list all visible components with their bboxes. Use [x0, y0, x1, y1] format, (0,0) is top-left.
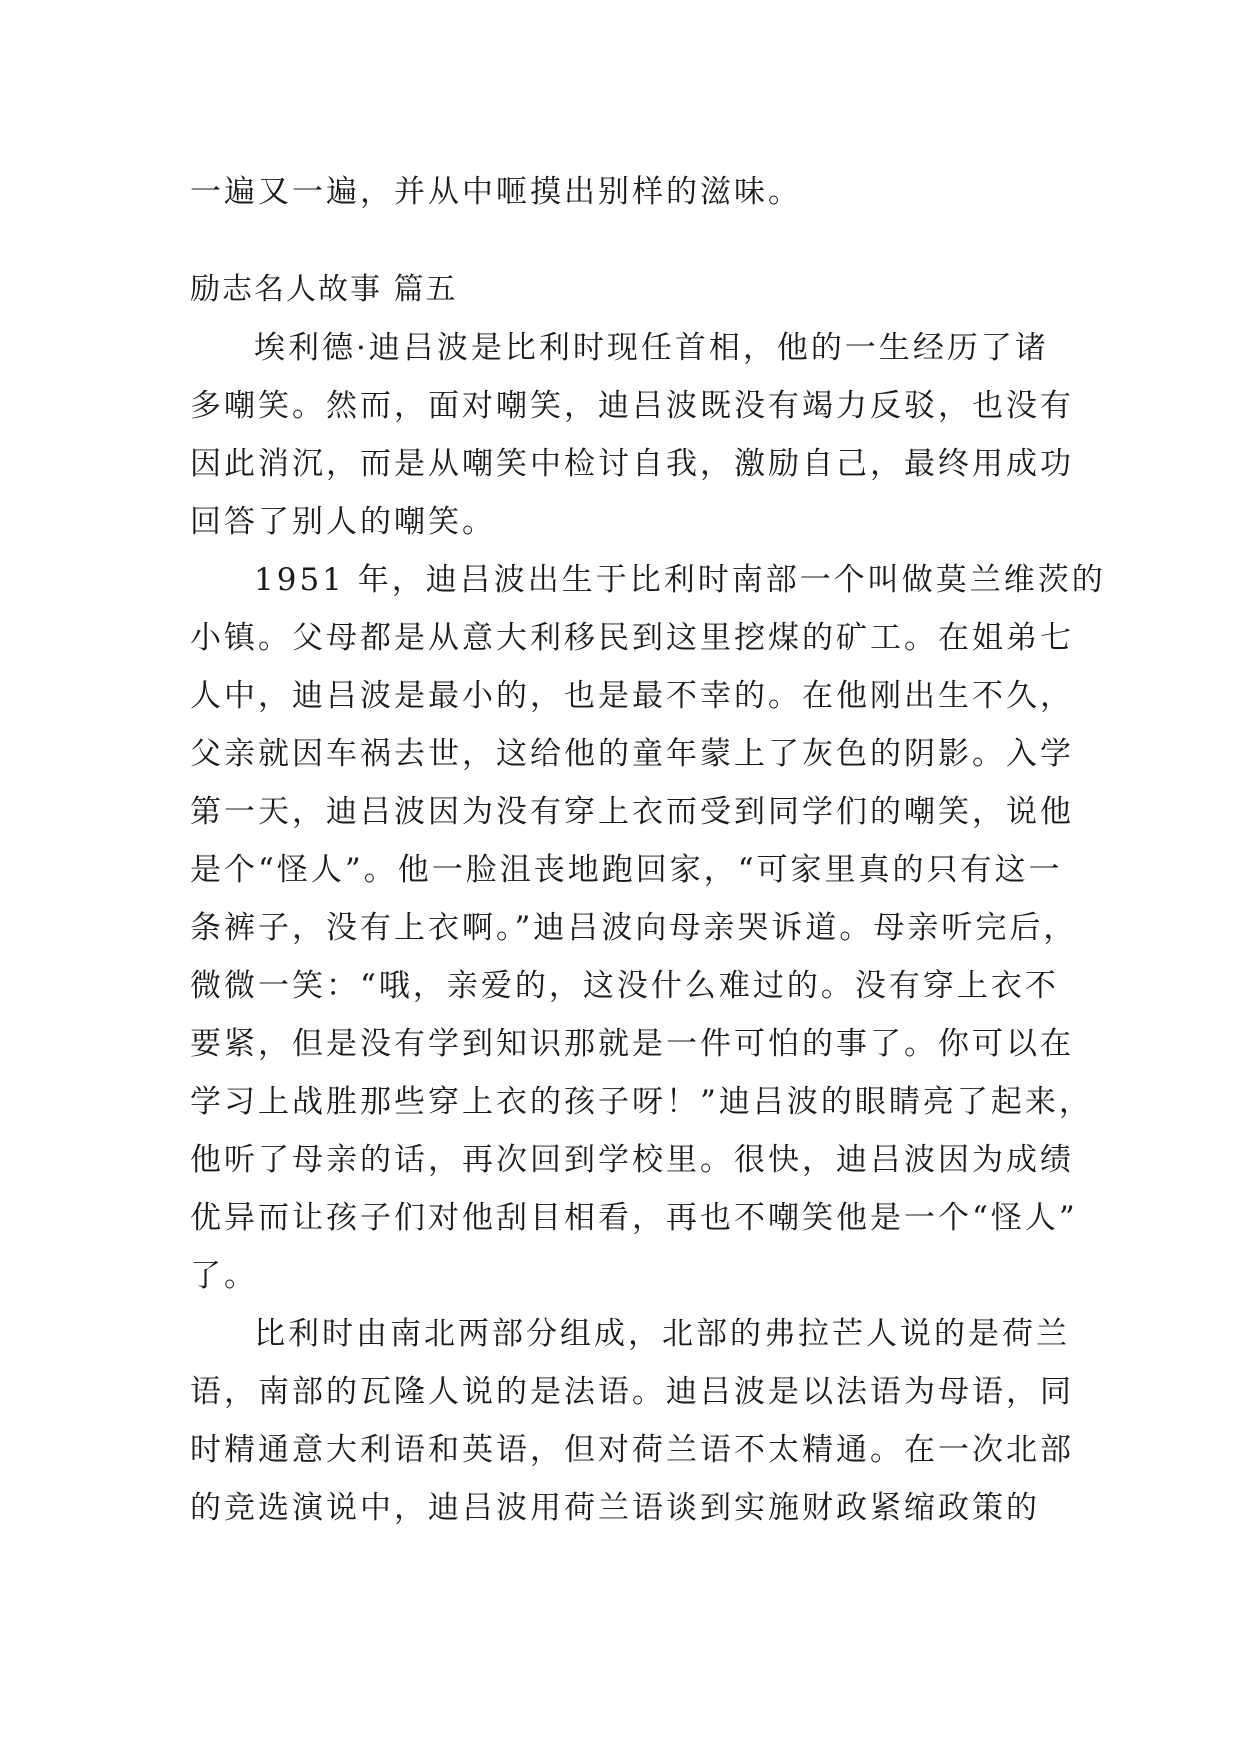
paragraph-line: 语，南部的瓦隆人说的是法语。迪吕波是以法语为母语，同 — [190, 1374, 1074, 1410]
paragraph-line: 他听了母亲的话，再次回到学校里。很快，迪吕波因为成绩 — [190, 1142, 1074, 1178]
spacer — [190, 221, 1060, 261]
paragraph-line: 因此消沉，而是从嘲笑中检讨自我，激励自己，最终用成功 — [190, 446, 1074, 482]
paragraph-line: 第一天，迪吕波因为没有穿上衣而受到同学们的嘲笑，说他 — [190, 794, 1074, 830]
paragraph-line: 埃利德·迪吕波是比利时现任首相，他的一生经历了诸 — [254, 330, 1049, 366]
paragraph-line: 的竞选演说中，迪吕波用荷兰语谈到实施财政紧缩政策的 — [190, 1490, 1040, 1526]
body-text-line: 一遍又一遍，并从中咂摸出别样的滋味。 — [190, 174, 802, 210]
paragraph-line: 学习上战胜那些穿上衣的孩子呀！”迪吕波的眼睛亮了起来， — [190, 1084, 1093, 1120]
paragraph-line: 要紧，但是没有学到知识那就是一件可怕的事了。你可以在 — [190, 1026, 1074, 1062]
document-body — [190, 163, 1106, 1537]
paragraph-1 — [190, 319, 1074, 551]
section-heading: 励志名人故事 篇五 — [190, 272, 458, 307]
paragraph-line: 回答了别人的嘲笑。 — [190, 504, 496, 540]
paragraph-line: 多嘲笑。然而，面对嘲笑，迪吕波既没有竭力反驳，也没有 — [190, 388, 1074, 424]
paragraph-line: 人中，迪吕波是最小的，也是最不幸的。在他刚出生不久， — [190, 678, 1074, 714]
paragraph-line: 微微一笑：“哦，亲爱的，这没什么难过的。没有穿上衣不 — [190, 968, 1059, 1004]
paragraph-line: 父亲就因车祸去世，这给他的童年蒙上了灰色的阴影。入学 — [190, 736, 1074, 772]
paragraph-line: 是个“怪人”。他一脸沮丧地跑回家，“可家里真的只有这一 — [190, 852, 1063, 888]
paragraph-3 — [190, 1305, 1074, 1537]
paragraph-line: 比利时由南北两部分组成，北部的弗拉芒人说的是荷兰 — [254, 1316, 1070, 1352]
paragraph-line: 条裤子，没有上衣啊。”迪吕波向母亲哭诉道。母亲听完后， — [190, 910, 1078, 946]
paragraph-2 — [190, 551, 1106, 1305]
paragraph-line: 1951 年，迪吕波出生于比利时南部一个叫做莫兰维茨的 — [254, 562, 1106, 598]
paragraph-line: 小镇。父母都是从意大利移民到这里挖煤的矿工。在姐弟七 — [190, 620, 1074, 656]
paragraph-line: 了。 — [190, 1258, 258, 1294]
paragraph-line: 时精通意大利语和英语，但对荷兰语不太精通。在一次北部 — [190, 1432, 1074, 1468]
paragraph-line: 优异而让孩子们对他刮目相看，再也不嘲笑他是一个“怪人” — [190, 1200, 1078, 1236]
